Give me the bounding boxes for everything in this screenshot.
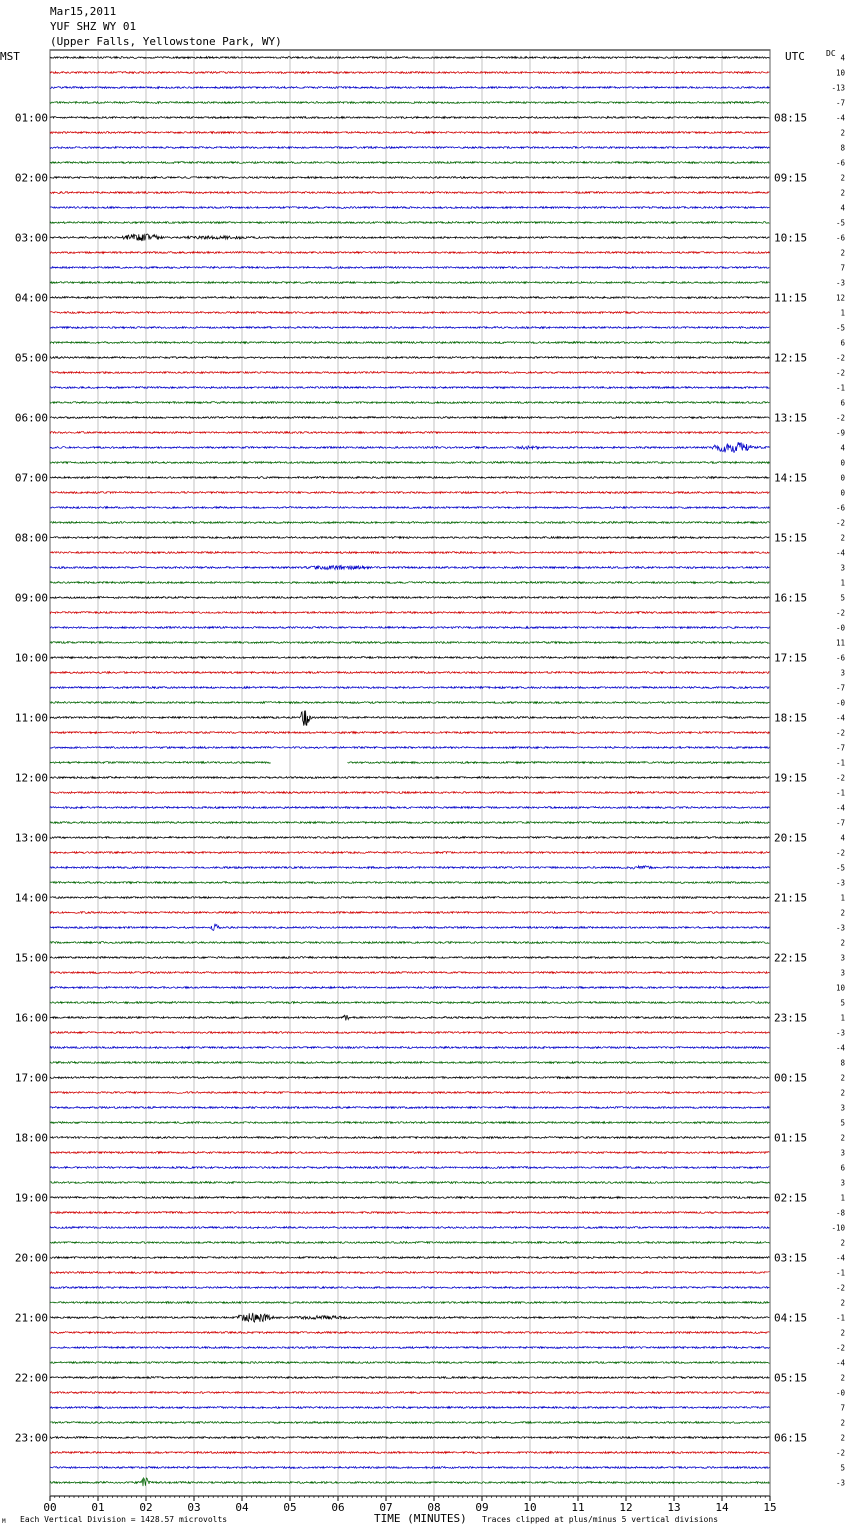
dc-offset-label: 4 — [840, 833, 845, 843]
trace-row — [50, 866, 769, 869]
right-hour-label: 12:15 — [774, 351, 808, 365]
trace-row — [50, 897, 769, 899]
trace-row — [50, 1347, 769, 1349]
trace-row — [50, 1137, 769, 1139]
trace-row — [50, 87, 769, 89]
dc-offset-label: -8 — [835, 1208, 845, 1218]
trace-row — [50, 442, 769, 453]
trace-row — [50, 1313, 769, 1322]
trace-row — [50, 565, 769, 569]
trace-row — [50, 672, 769, 674]
dc-offset-label: -1 — [835, 1268, 845, 1278]
dc-offset-label: 2 — [840, 1298, 845, 1308]
dc-offset-label: -6 — [835, 503, 845, 513]
dc-offset-label: -0 — [835, 623, 845, 633]
dc-offset-label: 5 — [840, 1118, 845, 1128]
trace-row — [50, 342, 769, 344]
x-tick-label: 13 — [667, 1501, 681, 1514]
left-hour-label: 02:00 — [14, 171, 48, 185]
label-group — [15, 54, 846, 1515]
dc-offset-label: -2 — [835, 518, 845, 528]
trace-row — [50, 1257, 769, 1259]
footer-mark: M — [2, 1518, 6, 1525]
dc-offset-label: -3 — [835, 878, 845, 888]
trace-row — [50, 822, 769, 824]
trace-row — [50, 492, 769, 494]
left-hour-label: 22:00 — [14, 1371, 48, 1385]
dc-offset-label: -0 — [835, 1388, 845, 1398]
dc-offset-label: 0 — [840, 473, 845, 483]
dc-offset-label: 3 — [840, 1103, 845, 1113]
dc-offset-label: 2 — [840, 1073, 845, 1083]
trace-row — [50, 372, 769, 374]
dc-offset-label: -5 — [835, 218, 845, 228]
dc-offset-label: -7 — [835, 683, 845, 693]
trace-row — [50, 267, 769, 269]
right-hour-label: 08:15 — [774, 111, 808, 125]
dc-offset-label: 2 — [840, 188, 845, 198]
dc-offset-label: -6 — [835, 653, 845, 663]
trace-row — [50, 912, 769, 914]
trace-row — [50, 57, 769, 59]
right-hour-label: 10:15 — [774, 231, 808, 245]
trace-row — [50, 417, 769, 419]
dc-offset-label: 2 — [840, 248, 845, 258]
trace-row — [50, 1377, 769, 1379]
dc-offset-label: 2 — [840, 938, 845, 948]
trace-row — [50, 192, 769, 194]
right-timezone-label: UTC — [785, 50, 805, 63]
right-hour-label: 15:15 — [774, 531, 808, 545]
trace-row — [50, 207, 769, 209]
dc-offset-label: -3 — [835, 1478, 845, 1488]
x-tick-label: 10 — [523, 1501, 537, 1514]
trace-row — [50, 1152, 769, 1154]
dc-offset-label: -2 — [835, 1283, 845, 1293]
dc-offset-label: 6 — [840, 338, 845, 348]
left-hour-label: 15:00 — [14, 951, 48, 965]
left-hour-label: 10:00 — [14, 651, 48, 665]
dc-offset-label: 3 — [840, 1178, 845, 1188]
dc-offset-label: -7 — [835, 818, 845, 828]
dc-offset-label: 3 — [840, 1148, 845, 1158]
dc-offset-label: 1 — [840, 578, 845, 588]
dc-offset-label: -1 — [835, 1313, 845, 1323]
trace-row — [50, 1167, 769, 1169]
trace-row — [50, 777, 769, 779]
right-hour-label: 20:15 — [774, 831, 808, 845]
right-hour-label: 02:15 — [774, 1191, 808, 1205]
trace-row — [50, 924, 769, 931]
dc-offset-label: 3 — [840, 953, 845, 963]
dc-offset-label: -1 — [835, 383, 845, 393]
dc-offset-label: -7 — [835, 743, 845, 753]
dc-offset-label: -2 — [835, 413, 845, 423]
trace-row — [50, 402, 769, 404]
dc-offset-label: -1 — [835, 788, 845, 798]
right-hour-label: 18:15 — [774, 711, 808, 725]
left-hour-label: 03:00 — [14, 231, 48, 245]
dc-offset-label: 5 — [840, 1463, 845, 1473]
dc-offset-label: -5 — [835, 323, 845, 333]
dc-offset-label: -7 — [835, 98, 845, 108]
left-hour-label: 18:00 — [14, 1131, 48, 1145]
clip-note: Traces clipped at plus/minus 5 vertical divisions — [482, 1515, 719, 1524]
trace-row — [50, 312, 769, 314]
scale-note: Each Vertical Division = 1428.57 microvolts — [20, 1515, 228, 1524]
trace-row — [50, 327, 769, 329]
dc-offset-label: 3 — [840, 968, 845, 978]
dc-offset-label: 2 — [840, 1088, 845, 1098]
trace-row — [50, 1197, 769, 1199]
right-hour-label: 05:15 — [774, 1371, 808, 1385]
header-date: Mar15,2011 — [50, 5, 117, 18]
trace-row — [50, 1332, 769, 1334]
left-hour-label: 17:00 — [14, 1071, 48, 1085]
trace-row — [50, 762, 769, 764]
dc-offset-label: 10 — [835, 68, 845, 78]
trace-row — [50, 1422, 769, 1424]
trace-row — [50, 297, 769, 299]
x-tick-label: 01 — [91, 1501, 105, 1514]
dc-offset-label: -5 — [835, 863, 845, 873]
trace-row — [50, 882, 769, 884]
right-hour-label: 09:15 — [774, 171, 808, 185]
trace-row — [50, 792, 769, 794]
left-timezone-label: MST — [0, 50, 20, 63]
dc-offset-label: 2 — [840, 1133, 845, 1143]
dc-offset-label: 0 — [840, 488, 845, 498]
dc-offset-label: -2 — [835, 773, 845, 783]
trace-row — [50, 1467, 769, 1469]
dc-offset-label: -6 — [835, 158, 845, 168]
dc-offset-label: 3 — [840, 563, 845, 573]
trace-row — [50, 1478, 769, 1486]
right-hour-label: 21:15 — [774, 891, 808, 905]
right-hour-label: 14:15 — [774, 471, 808, 485]
dc-offset-label: -4 — [835, 803, 845, 813]
trace-row — [50, 1242, 769, 1244]
dc-offset-label: -10 — [831, 1223, 845, 1233]
dc-offset-label: 8 — [840, 143, 845, 153]
trace-row — [50, 597, 769, 599]
dc-offset-label: 1 — [840, 1013, 845, 1023]
dc-offset-label: 2 — [840, 1238, 845, 1248]
left-hour-label: 04:00 — [14, 291, 48, 305]
right-hour-label: 16:15 — [774, 591, 808, 605]
trace-row — [50, 477, 769, 479]
dc-offset-label: 2 — [840, 1373, 845, 1383]
right-hour-label: 22:15 — [774, 951, 808, 965]
trace-row — [50, 282, 769, 284]
x-tick-label: 14 — [715, 1501, 729, 1514]
dc-offset-label: 1 — [840, 893, 845, 903]
dc-offset-label: -1 — [835, 758, 845, 768]
trace-row — [50, 702, 769, 704]
dc-offset-label: 12 — [835, 293, 845, 303]
dc-offset-label: -2 — [835, 1343, 845, 1353]
header-station: YUF SHZ WY 01 — [50, 20, 137, 33]
trace-row — [50, 852, 769, 854]
trace-row — [50, 987, 769, 989]
dc-offset-label: -4 — [835, 548, 845, 558]
dc-offset-label: 5 — [840, 593, 845, 603]
dc-offset-label: -2 — [835, 368, 845, 378]
dc-offset-header: DC — [826, 49, 836, 58]
right-hour-label: 03:15 — [774, 1251, 808, 1265]
trace-row — [50, 222, 769, 224]
trace-row — [50, 1107, 769, 1109]
dc-offset-label: 7 — [840, 1403, 845, 1413]
trace-row — [50, 1047, 769, 1049]
dc-offset-label: 2 — [840, 128, 845, 138]
trace-row — [50, 942, 769, 944]
dc-offset-label: -4 — [835, 1043, 845, 1053]
x-tick-label: 06 — [331, 1501, 345, 1514]
dc-offset-label: 10 — [835, 983, 845, 993]
x-tick-label: 09 — [475, 1501, 489, 1514]
trace-row — [50, 462, 769, 464]
right-hour-label: 13:15 — [774, 411, 808, 425]
trace-row — [50, 72, 769, 74]
trace-row — [50, 612, 769, 614]
dc-offset-label: -13 — [831, 83, 845, 93]
dc-offset-label: -3 — [835, 278, 845, 288]
dc-offset-label: -2 — [835, 608, 845, 618]
dc-offset-label: -2 — [835, 353, 845, 363]
left-hour-label: 13:00 — [14, 831, 48, 845]
dc-offset-label: -4 — [835, 713, 845, 723]
dc-offset-label: -6 — [835, 233, 845, 243]
right-hour-label: 17:15 — [774, 651, 808, 665]
dc-offset-label: -2 — [835, 728, 845, 738]
trace-row — [50, 1407, 769, 1409]
trace-row — [50, 957, 769, 959]
dc-offset-label: 2 — [840, 1418, 845, 1428]
trace-row — [50, 687, 769, 689]
dc-offset-label: 5 — [840, 998, 845, 1008]
left-hour-label: 12:00 — [14, 771, 48, 785]
dc-offset-label: 2 — [840, 1433, 845, 1443]
left-hour-label: 16:00 — [14, 1011, 48, 1025]
trace-row — [50, 1392, 769, 1394]
header-location: (Upper Falls, Yellowstone Park, WY) — [50, 35, 282, 48]
trace-row — [50, 252, 769, 254]
trace-row — [50, 642, 769, 644]
trace-row — [50, 1227, 769, 1229]
trace-row — [50, 1212, 769, 1214]
trace-row — [50, 1062, 769, 1064]
dc-offset-label: 2 — [840, 173, 845, 183]
dc-offset-label: -0 — [835, 698, 845, 708]
right-hour-label: 00:15 — [774, 1071, 808, 1085]
trace-row — [50, 582, 769, 584]
dc-offset-label: 11 — [835, 638, 845, 648]
dc-offset-label: -4 — [835, 1358, 845, 1368]
left-hour-label: 09:00 — [14, 591, 48, 605]
left-hour-label: 14:00 — [14, 891, 48, 905]
trace-row — [50, 747, 769, 749]
trace-row — [50, 177, 769, 179]
left-hour-label: 23:00 — [14, 1431, 48, 1445]
left-hour-label: 20:00 — [14, 1251, 48, 1265]
dc-offset-label: 2 — [840, 533, 845, 543]
trace-row — [50, 1122, 769, 1124]
trace-row — [50, 234, 769, 241]
trace-row — [50, 162, 769, 164]
trace-row — [50, 1032, 769, 1034]
x-tick-label: 05 — [283, 1501, 297, 1514]
right-hour-label: 04:15 — [774, 1311, 808, 1325]
trace-row — [50, 537, 769, 539]
left-hour-label: 06:00 — [14, 411, 48, 425]
trace-row — [50, 1002, 769, 1004]
dc-offset-label: 2 — [840, 1328, 845, 1338]
trace-row — [50, 627, 769, 629]
trace-row — [50, 507, 769, 509]
dc-offset-label: -9 — [835, 428, 845, 438]
right-hour-label: 01:15 — [774, 1131, 808, 1145]
dc-offset-label: 2 — [840, 908, 845, 918]
left-hour-label: 08:00 — [14, 531, 48, 545]
trace-row — [50, 972, 769, 974]
x-tick-label: 00 — [43, 1501, 57, 1514]
trace-row — [50, 432, 769, 434]
trace-row — [50, 1015, 769, 1020]
trace-row — [50, 1452, 769, 1454]
dc-offset-label: 4 — [840, 203, 845, 213]
dc-offset-label: -4 — [835, 113, 845, 123]
trace-row — [50, 522, 769, 524]
x-tick-label: 12 — [619, 1501, 633, 1514]
x-tick-label: 07 — [379, 1501, 393, 1514]
trace-row — [50, 357, 769, 359]
x-tick-label: 08 — [427, 1501, 441, 1514]
x-tick-label: 03 — [187, 1501, 201, 1514]
x-axis-title: TIME (MINUTES) — [374, 1512, 467, 1525]
trace-row — [50, 1077, 769, 1079]
trace-row — [50, 132, 769, 134]
left-hour-label: 05:00 — [14, 351, 48, 365]
left-hour-label: 01:00 — [14, 111, 48, 125]
dc-offset-label: 4 — [840, 443, 845, 453]
x-tick-label: 02 — [139, 1501, 153, 1514]
dc-offset-label: 1 — [840, 1193, 845, 1203]
left-hour-label: 11:00 — [14, 711, 48, 725]
trace-row — [50, 1302, 769, 1304]
trace-row — [50, 1182, 769, 1184]
trace-row — [50, 1287, 769, 1289]
trace-row — [50, 387, 769, 389]
dc-offset-label: -2 — [835, 848, 845, 858]
trace-row — [50, 732, 769, 734]
trace-row — [50, 837, 769, 839]
trace-row — [50, 1437, 769, 1439]
x-tick-label: 11 — [571, 1501, 585, 1514]
trace-group — [50, 57, 769, 1487]
left-hour-label: 19:00 — [14, 1191, 48, 1205]
right-hour-label: 19:15 — [774, 771, 808, 785]
dc-offset-label: 7 — [840, 263, 845, 273]
dc-offset-label: 6 — [840, 1163, 845, 1173]
dc-offset-label: 4 — [840, 53, 845, 63]
dc-offset-label: -4 — [835, 1253, 845, 1263]
trace-row — [50, 1272, 769, 1274]
dc-offset-label: -2 — [835, 1448, 845, 1458]
trace-row — [50, 711, 769, 726]
trace-row — [50, 1092, 769, 1094]
trace-row — [50, 552, 769, 554]
x-tick-label: 04 — [235, 1501, 249, 1514]
trace-row — [50, 117, 769, 119]
dc-offset-label: 0 — [840, 458, 845, 468]
dc-offset-label: 8 — [840, 1058, 845, 1068]
dc-offset-label: 1 — [840, 308, 845, 318]
trace-row — [50, 807, 769, 809]
trace-row — [50, 147, 769, 149]
left-hour-label: 07:00 — [14, 471, 48, 485]
right-hour-label: 23:15 — [774, 1011, 808, 1025]
dc-offset-label: -3 — [835, 923, 845, 933]
trace-row — [50, 1362, 769, 1364]
right-hour-label: 06:15 — [774, 1431, 808, 1445]
trace-row — [50, 102, 769, 104]
dc-offset-label: 6 — [840, 398, 845, 408]
x-tick-label: 15 — [763, 1501, 777, 1514]
dc-offset-label: -3 — [835, 1028, 845, 1038]
dc-offset-label: 3 — [840, 668, 845, 678]
left-hour-label: 21:00 — [14, 1311, 48, 1325]
trace-row — [50, 657, 769, 659]
right-hour-label: 11:15 — [774, 291, 808, 305]
